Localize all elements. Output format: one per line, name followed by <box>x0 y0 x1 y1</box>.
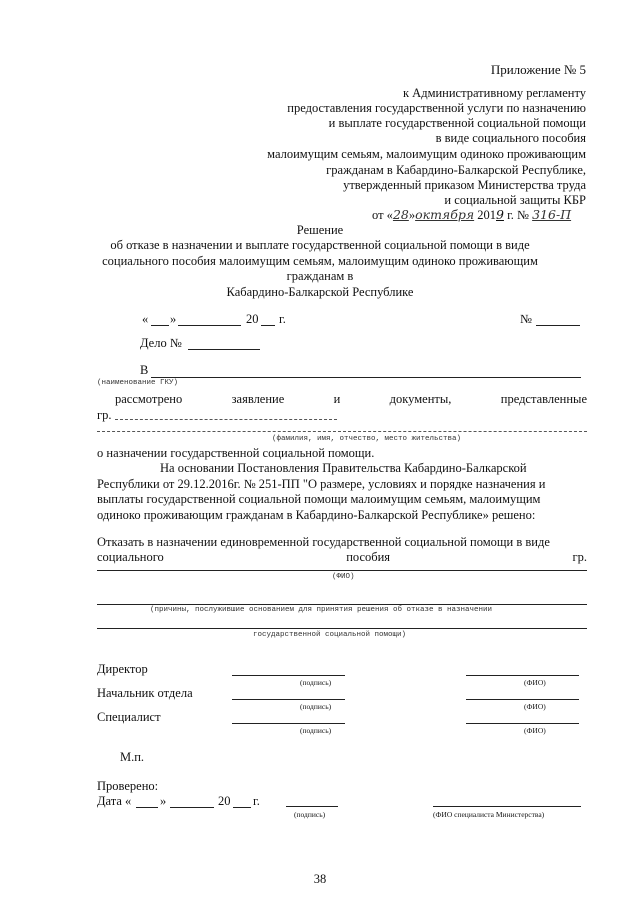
check-signature-blank[interactable] <box>286 806 338 807</box>
order-year-digit: 9 <box>496 207 504 222</box>
order-reference <box>372 207 571 223</box>
decision-subtitle: гражданам в <box>286 269 354 283</box>
order-year-pre: 201 <box>474 208 496 222</box>
date-day-blank[interactable] <box>151 325 169 326</box>
page-number: 38 <box>313 872 327 886</box>
refuse-word: пособия <box>346 550 391 564</box>
order-year-suffix: г. № <box>503 208 529 222</box>
fio-caption: (ФИО) <box>524 702 546 711</box>
order-mid: » <box>408 208 416 222</box>
appendix-line: утвержденный приказом Министерства труда <box>343 178 586 192</box>
reasons-blank-1[interactable] <box>97 604 587 605</box>
basis-line-1 <box>160 461 587 476</box>
date-year-blank[interactable] <box>261 325 275 326</box>
director-signature-blank[interactable] <box>232 675 345 676</box>
sign-caption: (подпись) <box>300 702 332 711</box>
check-sign-caption: (подпись) <box>294 810 326 819</box>
decision-subtitle: Кабардино-Балкарской Республике <box>226 285 414 299</box>
date-close: » <box>170 312 177 326</box>
case-number-blank[interactable] <box>188 349 260 350</box>
refuse-line-2 <box>97 550 587 565</box>
signature-role-specialist: Специалист <box>97 710 161 724</box>
director-fio-blank[interactable] <box>466 675 579 676</box>
reasons-caption: (причины, послужившие основанием для принятия решения об отказе в назначении <box>150 606 493 614</box>
gku-name-blank[interactable] <box>151 377 581 378</box>
check-fio-blank[interactable] <box>433 806 581 807</box>
appendix-line: в виде социального пособия <box>435 131 586 145</box>
specialist-fio-blank[interactable] <box>466 723 579 724</box>
check-date-g: г. <box>253 794 260 808</box>
fio-caption: (ФИО) <box>524 678 546 687</box>
appendix-line: гражданам в Кабардино-Балкарской Республике, <box>326 163 586 177</box>
refuse-word: социального <box>97 550 164 564</box>
citizen-name-blank[interactable] <box>115 419 337 420</box>
order-prefix: от « <box>372 208 393 222</box>
appendix-line: к Административному регламенту <box>402 86 586 100</box>
case-label: Дело № <box>140 336 182 350</box>
check-day-blank[interactable] <box>136 807 158 808</box>
check-date-year: 20 <box>218 794 231 808</box>
fio-caption: (ФИО) <box>524 726 546 735</box>
decision-subtitle: об отказе в назначении и выплате государственной социальной помощи в виде <box>110 238 530 252</box>
date-month-blank[interactable] <box>178 325 241 326</box>
fio-address-caption: (фамилия, имя, отчество, место жительства) <box>272 435 462 443</box>
check-date-label: Дата « <box>97 794 132 808</box>
stamp-place: М.п. <box>120 750 145 764</box>
specialist-signature-blank[interactable] <box>232 723 345 724</box>
check-month-blank[interactable] <box>170 807 214 808</box>
refuse-word: гр. <box>572 550 587 564</box>
refuse-line: Отказать в назначении единовременной государственной социальной помощи в виде <box>97 535 550 549</box>
number-label: № <box>520 312 532 326</box>
head-fio-blank[interactable] <box>466 699 579 700</box>
decision-title: Решение <box>296 223 344 237</box>
considered-word: документы, <box>389 392 452 406</box>
check-fio-caption: (ФИО специалиста Министерства) <box>433 810 545 819</box>
appendix-line: и социальной защиты КБР <box>444 193 586 207</box>
order-number-handwritten: 316-П <box>532 207 572 222</box>
in-label: В <box>140 363 149 377</box>
check-year-blank[interactable] <box>233 807 251 808</box>
considered-word: и <box>333 392 341 406</box>
considered-line <box>115 392 587 407</box>
citizen-address-blank[interactable] <box>97 431 587 432</box>
date-g: г. <box>279 312 286 326</box>
date-year: 20 <box>246 312 259 326</box>
signature-role-director: Директор <box>97 662 148 676</box>
sign-caption: (подпись) <box>300 678 332 687</box>
signature-role-head: Начальник отдела <box>97 686 193 700</box>
appendix-line: и выплате государственной социальной помощи <box>328 116 586 130</box>
basis-line-3: выплаты государственной социальной помощи малоимущим семьям, малоимущим <box>97 492 541 506</box>
order-month-handwritten: октября <box>415 207 475 222</box>
considered-word: рассмотрено <box>115 392 183 406</box>
number-blank[interactable] <box>536 325 580 326</box>
head-signature-blank[interactable] <box>232 699 345 700</box>
purpose-line: о назначении государственной социальной помощи. <box>97 446 375 460</box>
citizen-label: гр. <box>97 408 112 422</box>
basis-line-4: одиноко проживающим гражданам в Кабардино-Балкарской Республике» решено: <box>97 508 536 522</box>
refused-citizen-blank[interactable] <box>97 570 587 571</box>
considered-word: заявление <box>231 392 285 406</box>
basis-line-2: Республики от 29.12.2016г. № 251-ПП "О размере, условиях и порядке назначения и <box>97 477 546 491</box>
gku-caption: (наименование ГКУ) <box>97 379 179 387</box>
date-open: « <box>142 312 149 326</box>
fio-short-caption: (ФИО) <box>332 573 355 581</box>
reasons-caption-2: государственной социальной помощи) <box>253 631 407 639</box>
basis-text: На основании Постановления Правительства Кабардино-Балкарской <box>160 461 527 475</box>
appendix-title: Приложение № 5 <box>490 62 586 77</box>
decision-subtitle: социального пособия малоимущим семьям, малоимущим одиноко проживающим <box>102 254 538 268</box>
appendix-line: малоимущим семьям, малоимущим одиноко проживающим <box>267 147 586 161</box>
reasons-blank-2[interactable] <box>97 628 587 629</box>
check-date-close: » <box>160 794 167 808</box>
checked-label: Проверено: <box>97 779 159 793</box>
order-day-handwritten: 28 <box>392 207 409 222</box>
considered-word: представленные <box>500 392 587 406</box>
sign-caption: (подпись) <box>300 726 332 735</box>
appendix-line: предоставления государственной услуги по назначению <box>287 101 586 115</box>
